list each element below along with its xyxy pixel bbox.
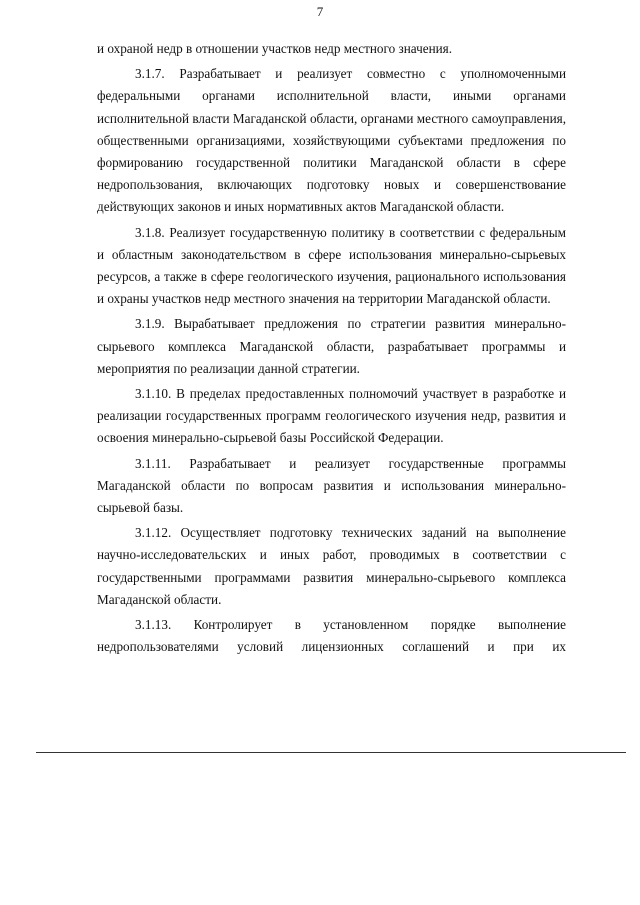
- paragraph-3-1-9: 3.1.9. Вырабатывает предложения по стратегии развития минерально-сырьевого комплекса Магаданской области, разрабатывает программы и мероприятия по реализации данной стратегии.: [97, 316, 566, 376]
- paragraph-3-1-8: 3.1.8. Реализует государственную политику в соответствии с федеральным и областным законодательством в сфере использования минерально-сырьевых ресурсов, а также в сфере геологического изучения, рационального использования и охраны участков недр местного значения на территории Магаданской области.: [97, 224, 566, 307]
- document-body: [97, 38, 566, 658]
- paragraph-3-1-11: 3.1.11. Разрабатывает и реализует государственные программы Магаданской области по вопросам развития и использования минерально-сырьевой базы.: [97, 455, 566, 516]
- page-number: 7: [316, 4, 324, 19]
- page-bottom-divider: [36, 752, 626, 753]
- paragraph-3-1-7: 3.1.7. Разрабатывает и реализует совместно с уполномоченными федеральными органами исполнительной власти, иными органами исполнительной власти Магаданской области, органами местного самоуправления, общественными организациями, хозяйствующими субъектами предложения по формированию государственной политики Магаданской области в сфере недропользования, включающих подготовку новых и совершенствование действующих законов и иных нормативных актов Магаданской области.: [97, 66, 566, 215]
- paragraph-continuation: и охраной недр в отношении участков недр местного значения.: [97, 41, 453, 56]
- paragraph-3-1-13: 3.1.13. Контролирует в установленном порядке выполнение недропользователями условий лицензионных соглашений и при их: [97, 617, 566, 655]
- paragraph-3-1-10: 3.1.10. В пределах предоставленных полномочий участвует в разработке и реализации государственных программ геологического изучения недр, развития и освоения минерально-сырьевой базы Российской Федерации.: [97, 386, 566, 446]
- paragraph-3-1-12: 3.1.12. Осуществляет подготовку технических заданий на выполнение научно-исследовательских и иных работ, проводимых в соответствии с государственными программами развития минерально-сырьевого комплекса Магаданской области.: [97, 525, 566, 607]
